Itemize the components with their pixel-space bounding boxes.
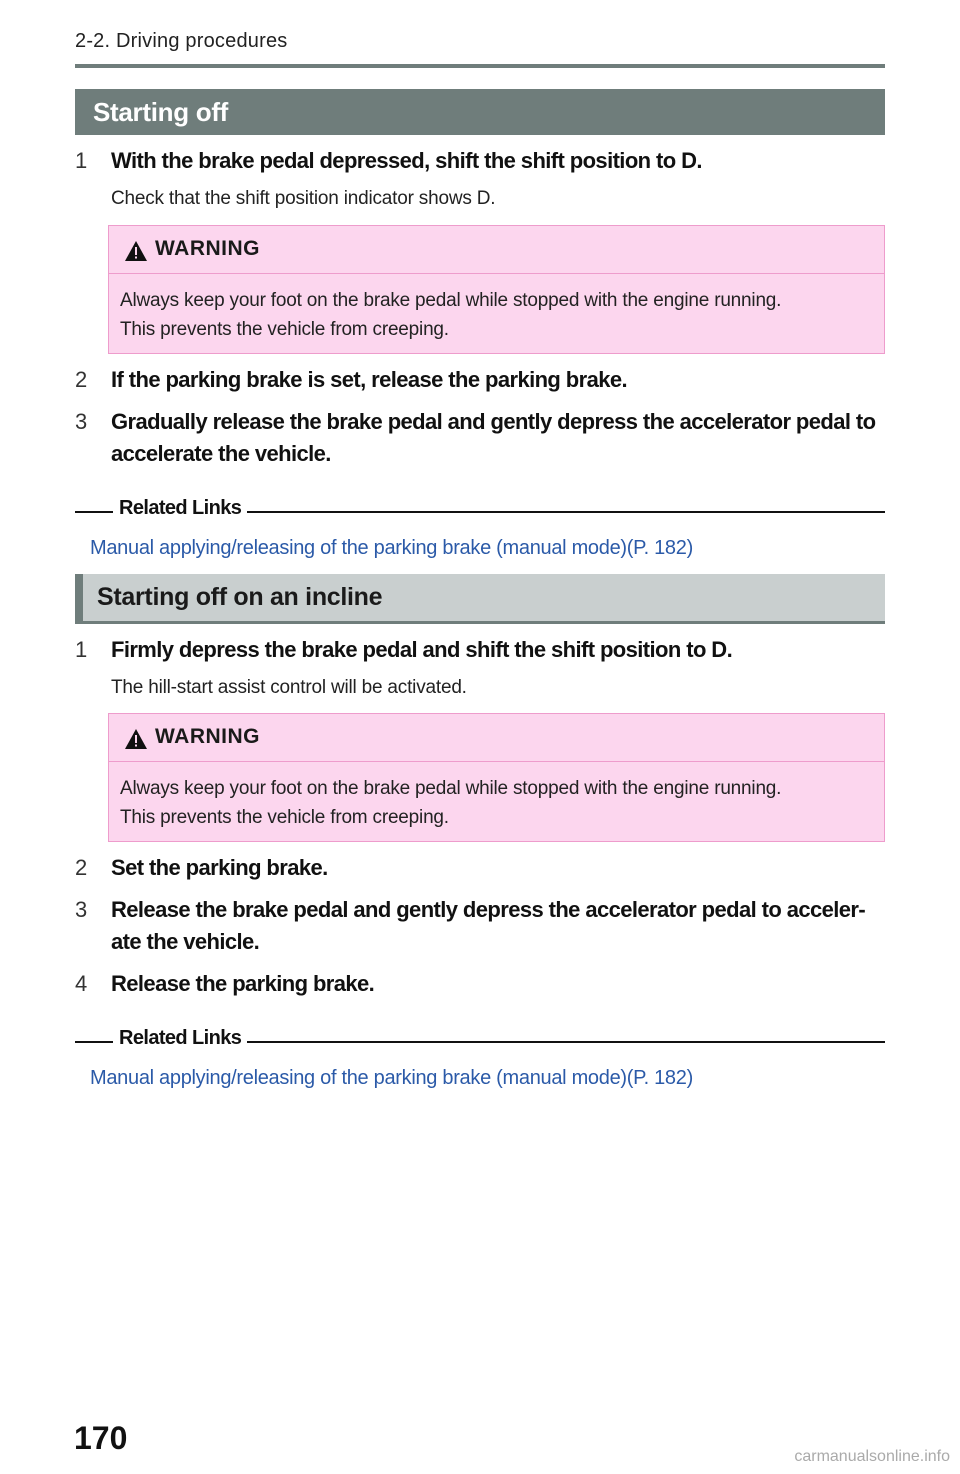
step-number: 1 [75, 148, 87, 173]
divider-line [75, 511, 113, 513]
warning-title: WARNING [155, 237, 260, 260]
divider-line [247, 1041, 885, 1043]
step-text: Release the parking brake. [111, 971, 375, 996]
warning-title: WARNING [155, 725, 260, 748]
related-link-parking-brake[interactable]: Manual applying/releasing of the parking brake (manual mode)(P. 182) [90, 537, 693, 559]
header-rule [75, 64, 885, 68]
step-text: If the parking brake is set, release the parking brake. [111, 367, 628, 392]
step-text: Set the parking brake. [111, 855, 328, 880]
step-text: Gradually release the brake pedal and gently depress the accelerator pedal to accelerate the vehicle. [111, 409, 876, 466]
related-links-divider [75, 1027, 885, 1057]
running-header: 2-2. Driving procedures [75, 30, 288, 52]
warning-line: This prevents the vehicle from creeping. [120, 807, 449, 828]
related-links-divider [75, 497, 885, 527]
watermark: carmanualsonline.info [794, 1448, 950, 1465]
step-note: The hill-start assist control will be activated. [111, 677, 467, 698]
divider-line [247, 511, 885, 513]
step-text: Firmly depress the brake pedal and shift the shift position to D. [111, 637, 733, 662]
warning-line: Always keep your foot on the brake pedal while stopped with the engine running. [120, 290, 782, 311]
related-links-label: Related Links [119, 497, 242, 519]
warning-header [109, 226, 884, 274]
warning-triangle-icon [124, 728, 148, 750]
step-number: 1 [75, 637, 87, 662]
divider-line [75, 1041, 113, 1043]
related-links-label: Related Links [119, 1027, 242, 1049]
step-number: 4 [75, 971, 87, 996]
warning-triangle-icon [124, 240, 148, 262]
page-number: 170 [74, 1420, 128, 1456]
step-text: Release the brake pedal and gently depress the accelerator pedal to acceler-ate the vehicle. [111, 897, 866, 954]
step-number: 2 [75, 855, 87, 880]
warning-box [108, 713, 885, 842]
step-note: Check that the shift position indicator shows D. [111, 188, 496, 209]
step-number: 3 [75, 409, 87, 434]
warning-body [120, 286, 875, 344]
related-link-parking-brake[interactable]: Manual applying/releasing of the parking brake (manual mode)(P. 182) [90, 1067, 693, 1089]
warning-body [120, 774, 875, 832]
section-title-starting-off: Starting off [75, 89, 885, 135]
section-title-starting-off-incline: Starting off on an incline [75, 574, 885, 624]
warning-line: This prevents the vehicle from creeping. [120, 319, 449, 340]
step-number: 2 [75, 367, 87, 392]
step-number: 3 [75, 897, 87, 922]
warning-box [108, 225, 885, 354]
warning-header [109, 714, 884, 762]
step-text: With the brake pedal depressed, shift the shift position to D. [111, 148, 702, 173]
warning-line: Always keep your foot on the brake pedal while stopped with the engine running. [120, 778, 782, 799]
